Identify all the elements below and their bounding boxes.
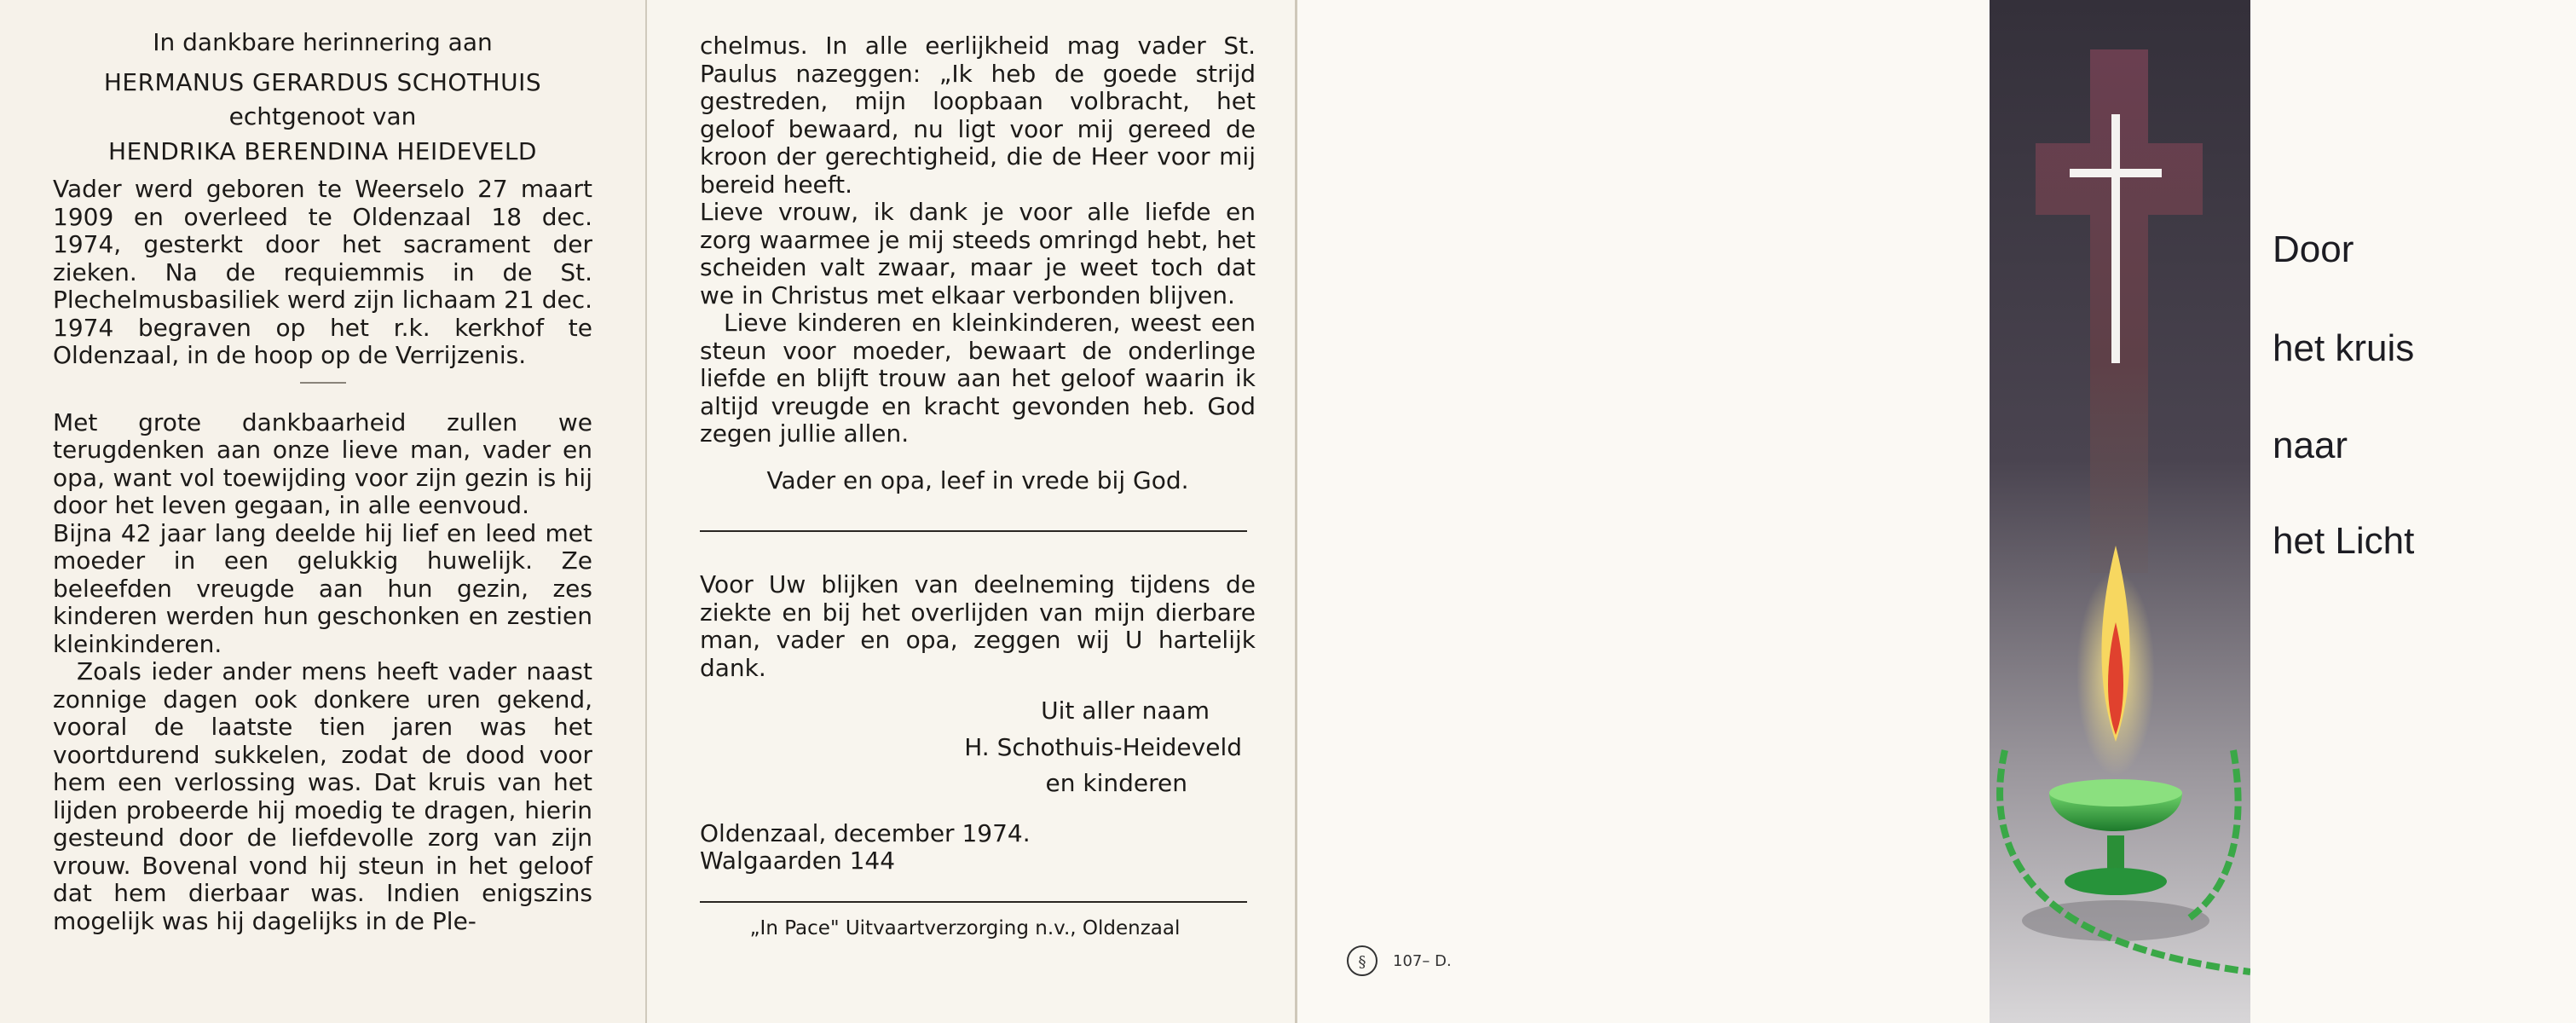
cover-line-3: naar xyxy=(2273,425,2348,466)
children-paragraph: Lieve kinderen en kleinkinderen, weest een steun voor moeder, bewaart de onderlinge liefde en blijft trouw aan het geloof waarin ik altijd vreugde en kracht gevonden heb. God zegen jullie allen. xyxy=(700,309,1256,448)
thanks-paragraph: Voor Uw blijken van deelneming tijdens de ziekte en bij het overlijden van mijn dierbare man, vader en opa, zeggen wij U hartelijk dank. xyxy=(700,570,1256,682)
card-code: 107– D. xyxy=(1393,952,1452,970)
white-cross-vertical xyxy=(2111,114,2120,363)
middle-text-panel xyxy=(645,0,1295,1023)
left-text-panel xyxy=(0,0,645,1023)
cover-panel xyxy=(1295,0,2576,1023)
gratitude-paragraph: Met grote dankbaarheid zullen we terugdenken aan onze lieve man, vader en opa, want vol toewijding voor zijn gezin is hij door het leven gegaan, in alle eenvoud. xyxy=(53,407,592,519)
deceased-name: HERMANUS GERARDUS SCHOTHUIS xyxy=(103,67,542,96)
wife-paragraph: Lieve vrouw, ik dank je voor alle liefde en zorg waarmee je mij steeds omringd hebt, het scheiden valt zwaar, maar je weet toch dat we in Christus met elkaar verbonden blijven. xyxy=(700,198,1256,309)
signature-line-1: Uit aller naam xyxy=(1041,696,1210,725)
life-paragraph: Zoals ieder ander mens heeft vader naast zonnige dagen ook donkere uren gekend, vooral de laatste tien jaren was het voortdurend sukkelen, zodat de dood voor hem een verlossing was. Dat kruis van het lijden probeerde hij moedig te dragen, hierin gesteund door de liefdevolle zorg van zijn vrouw. Bovenal vond hij steun in het geloof dat hem dierbaar was. Indien enigszins mogelijk was hij dagelijks in de Ple- xyxy=(53,657,592,935)
signature-block xyxy=(700,697,1256,798)
cover-line-2: het kruis xyxy=(2273,327,2415,369)
address: Walgaarden 144 xyxy=(700,847,896,875)
divider-rule-bottom xyxy=(700,901,1247,903)
lamp-stem xyxy=(2107,835,2124,870)
paulus-paragraph: chelmus. In alle eerlijkheid mag vader St. Paulus nazeggen: „Ik heb de goede strijd gestreden, mijn loopbaan volbracht, het geloof bewaard, nu ligt voor mij gereed de kroon der gerechtigheid, die de Heer voor mij bereid heeft. xyxy=(700,32,1256,199)
lamp-base xyxy=(2065,868,2167,895)
publisher-logo-icon xyxy=(1345,944,1379,978)
white-cross-horizontal xyxy=(2070,169,2162,177)
svg-text:§: § xyxy=(1358,953,1366,971)
place-date: Oldenzaal, december 1974. xyxy=(700,818,1031,847)
signature-line-3: en kinderen xyxy=(1045,769,1187,797)
cover-line-1: Door xyxy=(2273,228,2354,270)
lamp-rim xyxy=(2049,779,2182,806)
intro-line: In dankbare herinnering aan xyxy=(153,28,493,56)
signature-line-2: H. Schothuis-Heideveld xyxy=(964,732,1242,761)
printer-credit: „In Pace" Uitvaartverzorging n.v., Oldenzaal xyxy=(749,916,1181,939)
farewell-line: Vader en opa, leef in vrede bij God. xyxy=(766,465,1189,494)
spouse-relation: echtgenoot van xyxy=(228,102,417,130)
marriage-paragraph: Bijna 42 jaar lang deelde hij lief en leed met moeder in een gelukkig huwelijk. Ze beleefden vreugde aan hun gezin, zes kinderen werden hun geschonken en zestien kleinkinderen. xyxy=(53,518,592,658)
divider-rule xyxy=(700,530,1247,532)
cross-and-lamp-illustration xyxy=(1990,0,2250,1023)
bio-paragraph: Vader werd geboren te Weerselo 27 maart 1909 en overleed te Oldenzaal 18 dec. 1974, gesterkt door het sacrament der zieken. Na de requiemmis in de St. Plechelmusbasiliek werd zijn lichaam 21 dec. 1974 begraven op het r.k. kerkhof te Oldenzaal, in de hoop op de Verrijzenis. xyxy=(53,175,592,369)
spouse-name: HENDRIKA BERENDINA HEIDEVELD xyxy=(108,136,537,165)
divider-short xyxy=(300,382,346,384)
cover-line-4: het Licht xyxy=(2273,520,2415,562)
